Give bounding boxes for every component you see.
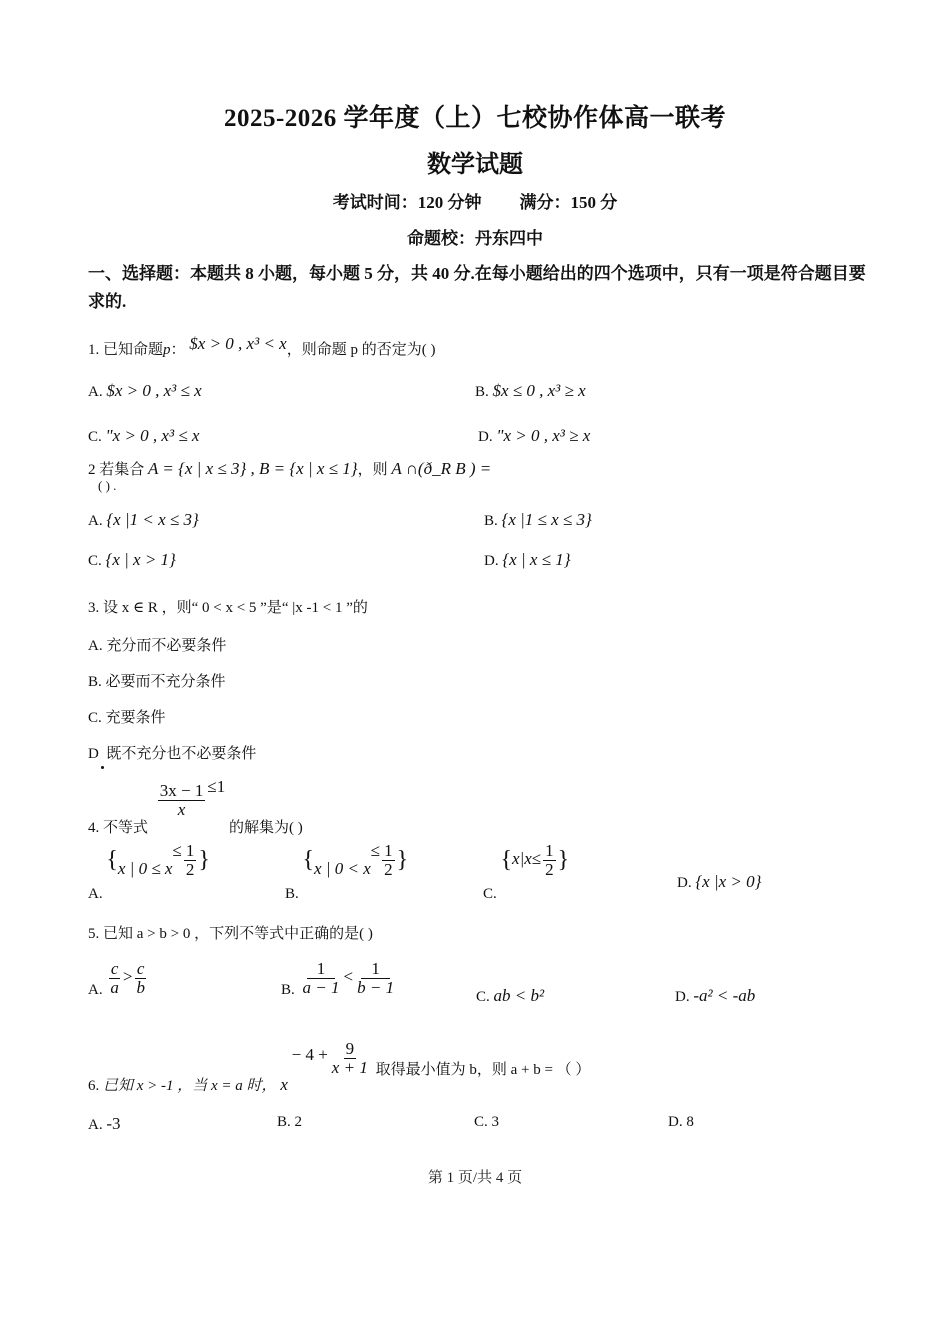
question-6-option-b[interactable] xyxy=(277,1114,302,1131)
option-math: x | 0 ≤ x xyxy=(117,858,173,878)
option-label: B. xyxy=(285,885,299,902)
stem-suffix: 取得最小值为 b，则 a + b = （ ） xyxy=(375,1061,591,1078)
question-6-option-a[interactable] xyxy=(88,1114,121,1134)
option-label: B. xyxy=(277,1114,291,1130)
option-math: x | 0 < x xyxy=(314,858,371,878)
question-4-option-d[interactable] xyxy=(677,872,761,892)
page-number: 第 1 页/共 4 页 xyxy=(427,1170,523,1186)
option-label: D xyxy=(88,746,99,762)
question-number: 6. xyxy=(88,1077,100,1094)
fraction-numerator: 1 xyxy=(361,960,390,979)
stem-suffix: ，则命题 p 的否定为( ) xyxy=(286,342,436,358)
question-2-option-a[interactable] xyxy=(88,510,199,530)
option-fraction xyxy=(382,842,395,879)
question-4-option-b[interactable] xyxy=(285,840,409,902)
exam-title: 2025-2026 学年度（上）七校协作体高一联考 xyxy=(223,105,727,132)
right-brace: } xyxy=(557,846,570,873)
option-text: 8 xyxy=(686,1114,694,1130)
left-brace: { xyxy=(106,846,118,873)
option-label: A. xyxy=(88,885,103,902)
right-brace: } xyxy=(396,846,409,873)
option-text: "x > 0 , x³ ≥ x xyxy=(496,426,591,445)
stem-suffix: 的解集为( ) xyxy=(228,819,303,836)
stem-text: 已知命题 xyxy=(103,342,164,358)
question-1-stem xyxy=(88,334,436,359)
option-fraction-left xyxy=(301,960,342,997)
question-number: 5. xyxy=(88,926,100,942)
fraction-denominator: 2 xyxy=(384,859,393,879)
option-text: {x | x > 1} xyxy=(105,550,176,569)
option-text: 必要而不充分条件 xyxy=(105,674,226,690)
option-text: {x |1 < x ≤ 3} xyxy=(106,510,199,529)
question-5-option-d[interactable] xyxy=(675,986,755,1006)
option-text: 既不充分也不必要条件 xyxy=(106,746,257,762)
fraction-numerator: 1 xyxy=(307,960,336,979)
stem-text: 已知 x > -1 ，当 x = a 时， xyxy=(103,1077,277,1094)
option-text: -3 xyxy=(106,1114,121,1133)
option-label: C. xyxy=(476,989,490,1005)
option-rel: ≤ xyxy=(370,840,381,860)
section-heading: 一、选择题：本题共 8 小题，每小题 5 分，共 40 分.在每小题给出的四个选项中，只有一项是符合题目要求的. xyxy=(88,264,866,311)
question-5-option-a[interactable] xyxy=(88,960,149,997)
option-text: 2 xyxy=(294,1114,303,1130)
question-6-option-d[interactable] xyxy=(668,1114,694,1131)
option-label: C. xyxy=(474,1114,488,1130)
option-text: {x | x ≤ 1} xyxy=(502,550,571,569)
option-label: C. xyxy=(483,885,497,902)
option-label: A. xyxy=(88,384,103,400)
option-label: A. xyxy=(88,981,103,998)
option-text: 3 xyxy=(491,1114,500,1130)
stem-text: 不等式 xyxy=(103,819,149,836)
question-1-option-a[interactable] xyxy=(88,381,202,401)
option-label: C. xyxy=(88,710,102,726)
option-rel: < xyxy=(343,966,354,986)
option-text: 充要条件 xyxy=(105,710,166,726)
fraction-numerator: 9 xyxy=(345,1039,355,1058)
question-3-option-a[interactable] xyxy=(88,634,226,655)
question-2-option-c[interactable] xyxy=(88,550,176,570)
exam-subject: 数学试题 xyxy=(427,152,523,178)
option-rel: ≤ xyxy=(172,840,182,860)
option-text: {x |x > 0} xyxy=(695,872,762,891)
option-label: D. xyxy=(668,1114,683,1130)
fraction-denominator: 2 xyxy=(185,859,195,879)
stem-text: 若集合 xyxy=(99,462,145,478)
option-label: B. xyxy=(475,384,489,400)
inequality-fraction xyxy=(158,782,206,819)
exam-info xyxy=(0,188,950,213)
option-math: x|x xyxy=(512,848,532,868)
option-label: D. xyxy=(677,875,692,891)
option-text: $x > 0 , x³ ≤ x xyxy=(106,381,202,400)
fraction-denominator: x xyxy=(177,799,186,819)
fraction-denominator: a xyxy=(110,977,119,997)
option-label: B. xyxy=(484,513,498,529)
question-5-stem xyxy=(88,922,373,943)
fraction-numerator: 1 xyxy=(384,841,393,860)
fraction-numerator: c xyxy=(110,959,119,978)
question-2-option-d[interactable] xyxy=(484,550,571,570)
question-5-option-c[interactable] xyxy=(476,986,544,1006)
stem-colon: ： xyxy=(170,342,186,358)
option-label: B. xyxy=(88,674,102,690)
fraction-numerator: 1 xyxy=(545,841,554,860)
fraction-denominator: b − 1 xyxy=(357,977,395,997)
question-2-option-b[interactable] xyxy=(484,510,592,530)
option-rel: ≤ xyxy=(531,848,542,868)
question-4-option-a[interactable] xyxy=(88,840,210,902)
question-1-option-b[interactable] xyxy=(475,381,586,401)
option-label: C. xyxy=(88,553,102,569)
question-4-option-c[interactable] xyxy=(483,841,570,902)
option-fraction xyxy=(184,842,197,879)
fraction-numerator: c xyxy=(136,959,145,978)
fraction-numerator: 3x − 1 xyxy=(159,781,204,800)
fraction-denominator: a − 1 xyxy=(302,977,340,997)
exam-time: 考试时间：120 分钟 xyxy=(332,193,482,212)
question-1-option-c[interactable] xyxy=(88,426,199,446)
option-label: D. xyxy=(675,989,690,1005)
question-3-stem xyxy=(88,596,368,617)
stem-math: A = {x | x ≤ 3} , B = {x | x ≤ 1} xyxy=(148,459,358,478)
question-2-answer-blank: ( ) . xyxy=(98,478,117,493)
option-fraction xyxy=(543,842,556,879)
question-number: 4. xyxy=(88,819,100,836)
option-text: $x ≤ 0 , x³ ≥ x xyxy=(492,381,586,400)
option-rel: > xyxy=(122,966,133,986)
question-3-option-b[interactable] xyxy=(88,670,226,691)
option-fraction-left xyxy=(108,960,121,997)
option-text: {x |1 ≤ x ≤ 3} xyxy=(501,510,592,529)
left-brace: { xyxy=(302,846,315,873)
question-1-option-d[interactable] xyxy=(478,426,590,446)
expr-base: x xyxy=(280,1074,288,1094)
option-text: ab < b² xyxy=(493,986,545,1005)
left-brace: { xyxy=(500,846,513,873)
option-label: D. xyxy=(484,553,499,569)
question-3-option-d[interactable] xyxy=(88,742,256,763)
stray-dot xyxy=(101,766,104,769)
question-2-stem xyxy=(88,458,491,479)
question-number: 1. xyxy=(88,342,100,358)
question-5-option-b[interactable] xyxy=(281,960,398,997)
fraction-denominator: b xyxy=(136,977,145,997)
question-4-stem xyxy=(88,776,303,836)
question-6-option-c[interactable] xyxy=(474,1114,499,1131)
option-label: A. xyxy=(88,513,103,529)
exam-school: 命题校：丹东四中 xyxy=(407,229,543,248)
option-text: "x > 0 , x³ ≤ x xyxy=(105,426,200,445)
stem-math: $x > 0 , x³ < x xyxy=(189,334,287,353)
fraction-numerator: 1 xyxy=(185,841,195,860)
fraction-denominator: 2 xyxy=(545,859,554,879)
stem-math-2: A ∩(ð_R B ) = xyxy=(391,459,492,478)
fraction-relation: ≤1 xyxy=(207,776,226,796)
option-label: A. xyxy=(88,1117,103,1133)
question-number: 3. xyxy=(88,600,100,616)
expr-exponent: − 4 + xyxy=(291,1044,328,1064)
option-text: -a² < -ab xyxy=(693,986,756,1005)
option-label: A. xyxy=(88,638,103,654)
stem-var: p xyxy=(163,342,171,358)
question-3-option-c[interactable] xyxy=(88,706,166,727)
stem-text: 设 x ∈ R ，则“ 0 < x < 5 ”是“ |x -1 < 1 ”的 xyxy=(103,600,368,616)
stem-text: 已知 a > b > 0 ，下列不等式中正确的是( ) xyxy=(103,926,373,942)
option-label: B. xyxy=(281,981,295,998)
option-fraction-right xyxy=(134,960,147,997)
expr-fraction xyxy=(330,1040,370,1077)
stem-mid: ，则 xyxy=(357,462,388,478)
right-brace: } xyxy=(198,846,210,873)
exam-full-score: 满分：150 分 xyxy=(519,193,618,212)
option-fraction-right xyxy=(355,960,396,997)
option-label: C. xyxy=(88,429,102,445)
option-text: 充分而不必要条件 xyxy=(106,638,227,654)
question-number: 2 xyxy=(88,462,96,478)
fraction-denominator: x + 1 xyxy=(331,1057,368,1077)
question-6-stem xyxy=(88,1039,591,1094)
option-label: D. xyxy=(478,429,493,445)
